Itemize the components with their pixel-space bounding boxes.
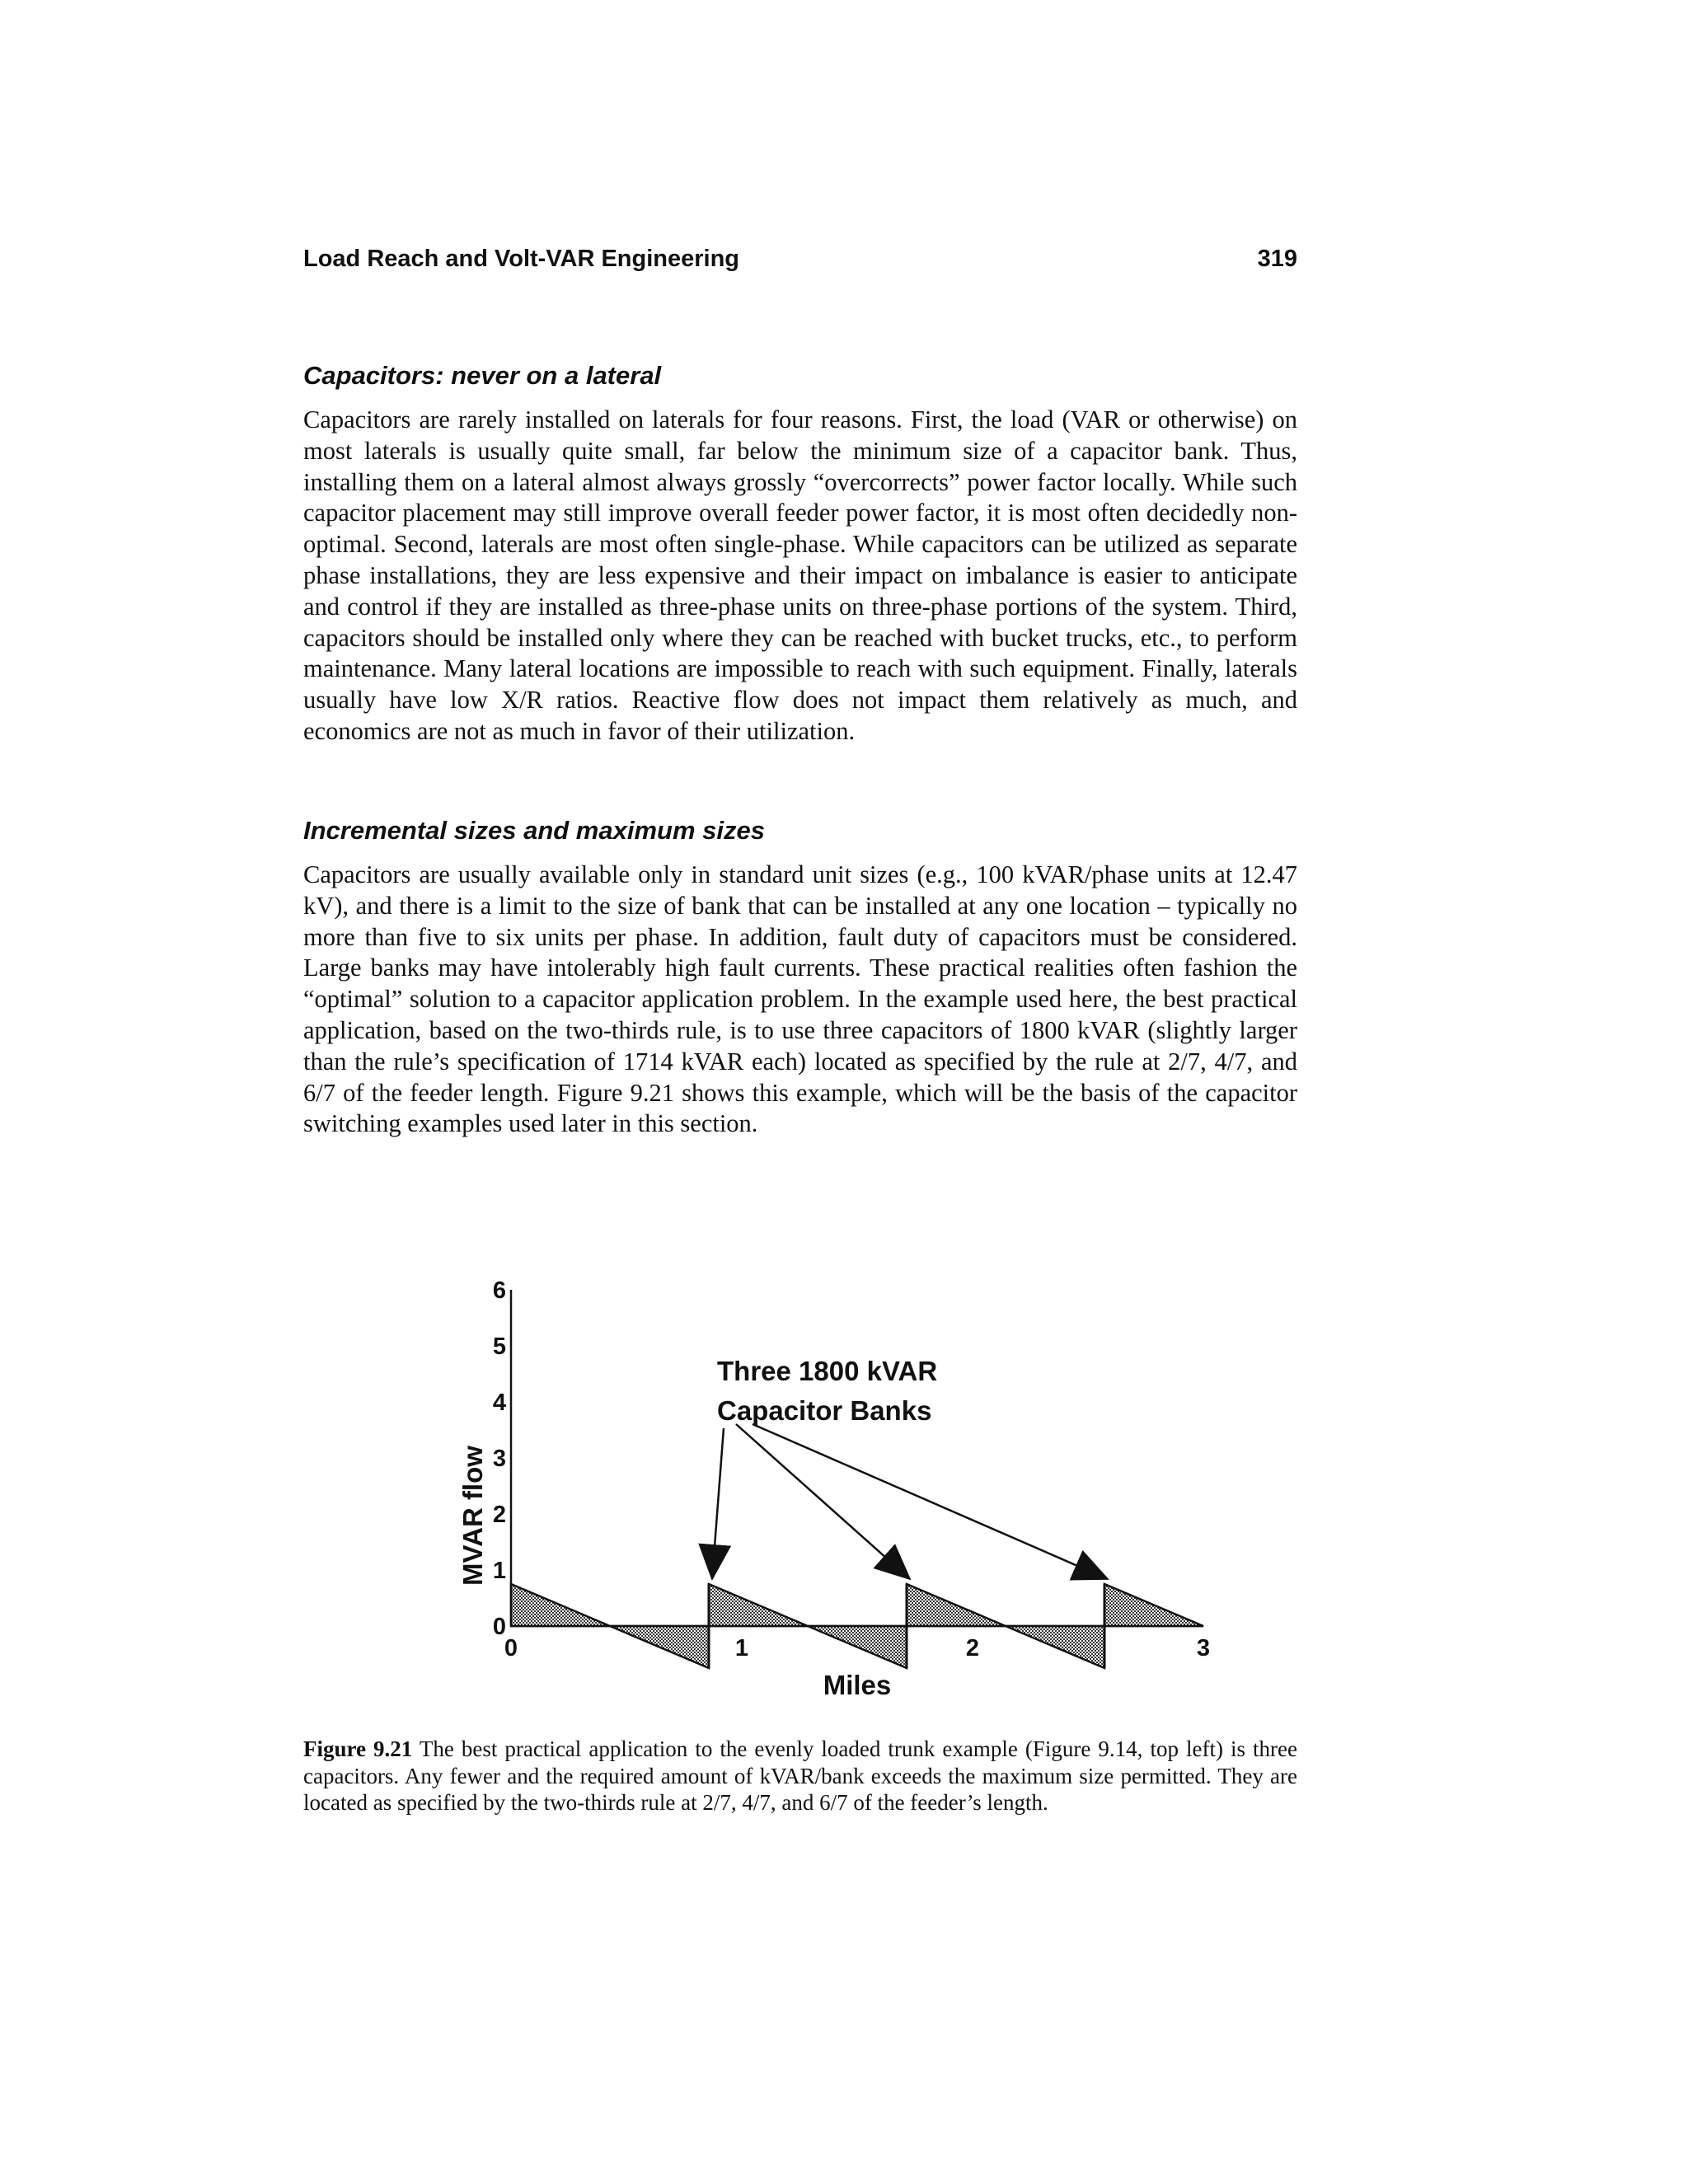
y-axis-title: MVAR flow xyxy=(457,1446,488,1586)
flow-segment-3 xyxy=(709,1584,808,1626)
x-axis-title: Miles xyxy=(823,1670,892,1700)
y-tick-label: 3 xyxy=(492,1446,506,1472)
flow-segment-7 xyxy=(1006,1626,1104,1668)
y-tick-label: 5 xyxy=(492,1333,506,1360)
caption-text: The best practical application to the evenly loaded trunk example (Figure 9.14, top left) is three capacitors. Any fewer and the required amount of kVAR/bank exceeds the maximum size permitted. They are located as specified by the two-thirds rule at 2/7, 4/7, and 6/7 of the feeder’s length. xyxy=(303,1736,1297,1815)
flow-segment-4 xyxy=(808,1626,907,1668)
flow-segment-0 xyxy=(511,1584,610,1626)
y-tick-label: 0 xyxy=(492,1614,506,1640)
annotation-line-2: Capacitor Banks xyxy=(717,1395,932,1426)
x-tick-label: 0 xyxy=(504,1635,518,1661)
body-paragraph-laterals: Capacitors are rarely installed on laterals for four reasons. First, the load (VAR or otherwise) on most laterals is usually quite small, far below the minimum size of a capacitor bank. Thus, installing them on a lateral almost always grossly “overcorrects” power factor locally. While such capacitor placement may still improve overall feeder power factor, it is most often decidedly non-optimal. Second, laterals are most often single-phase. While capacitors can be utilized as separate phase installations, they are less expensive and their impact on imbalance is easier to anticipate and control if they are installed as three-phase units on three-phase portions of the system. Third, capacitors should be installed only where they can be reached with bucket trucks, etc., to perform maintenance. Many lateral locations are impossible to reach with such equipment. Finally, laterals usually have low X/R ratios. Reactive flow does not impact them relatively as much, and economics are not as much in favor of their utilization. xyxy=(303,405,1297,745)
x-tick-label: 3 xyxy=(1196,1635,1211,1661)
section-heading-laterals: Capacitors: never on a lateral xyxy=(303,361,662,390)
running-header xyxy=(303,246,1297,273)
y-tick-label: 6 xyxy=(492,1277,506,1304)
x-tick-label: 2 xyxy=(965,1635,980,1661)
page-number: 319 xyxy=(1257,246,1297,272)
y-tick-label: 4 xyxy=(492,1390,506,1416)
annotation-line-1: Three 1800 kVAR xyxy=(717,1356,938,1386)
caption-label: Figure 9.21 xyxy=(303,1736,413,1761)
annotation-arrow-1 xyxy=(712,1428,724,1579)
section-heading-sizes: Incremental sizes and maximum sizes xyxy=(303,816,765,845)
figure-mvar-flow-chart xyxy=(412,1261,1236,1714)
annotation-arrow-2 xyxy=(736,1424,910,1579)
body-paragraph-sizes: Capacitors are usually available only in standard unit sizes (e.g., 100 kVAR/phase units at 12.47 kV), and there is a limit to the size of bank that can be installed at any one location – typically no more than five to six units per phase. In addition, fault duty of capacitors must be considered. Large banks may have intolerably high fault currents. These practical realities often fashion the “optimal” solution to a capacitor application problem. In the example used here, the best practical application, based on the two-thirds rule, is to use three capacitors of 1800 kVAR (slightly larger than the rule’s specification of 1714 kVAR each) located as specified by the rule at 2/7, 4/7, and 6/7 of the feeder length. Figure 9.21 shows this example, which will be the basis of the capacitor switching examples used later in this section. xyxy=(303,860,1297,1138)
y-tick-label: 2 xyxy=(492,1502,506,1528)
y-tick-label: 1 xyxy=(492,1558,506,1584)
flow-segment-1 xyxy=(610,1626,709,1668)
annotation-arrow-3 xyxy=(753,1424,1108,1579)
figure-caption xyxy=(303,1736,1297,1816)
flow-segment-6 xyxy=(907,1584,1006,1626)
chart-plot-area xyxy=(457,1277,1210,1700)
flow-segment-9 xyxy=(1104,1584,1203,1626)
running-title: Load Reach and Volt-VAR Engineering xyxy=(303,246,740,272)
x-tick-label: 1 xyxy=(734,1635,749,1661)
